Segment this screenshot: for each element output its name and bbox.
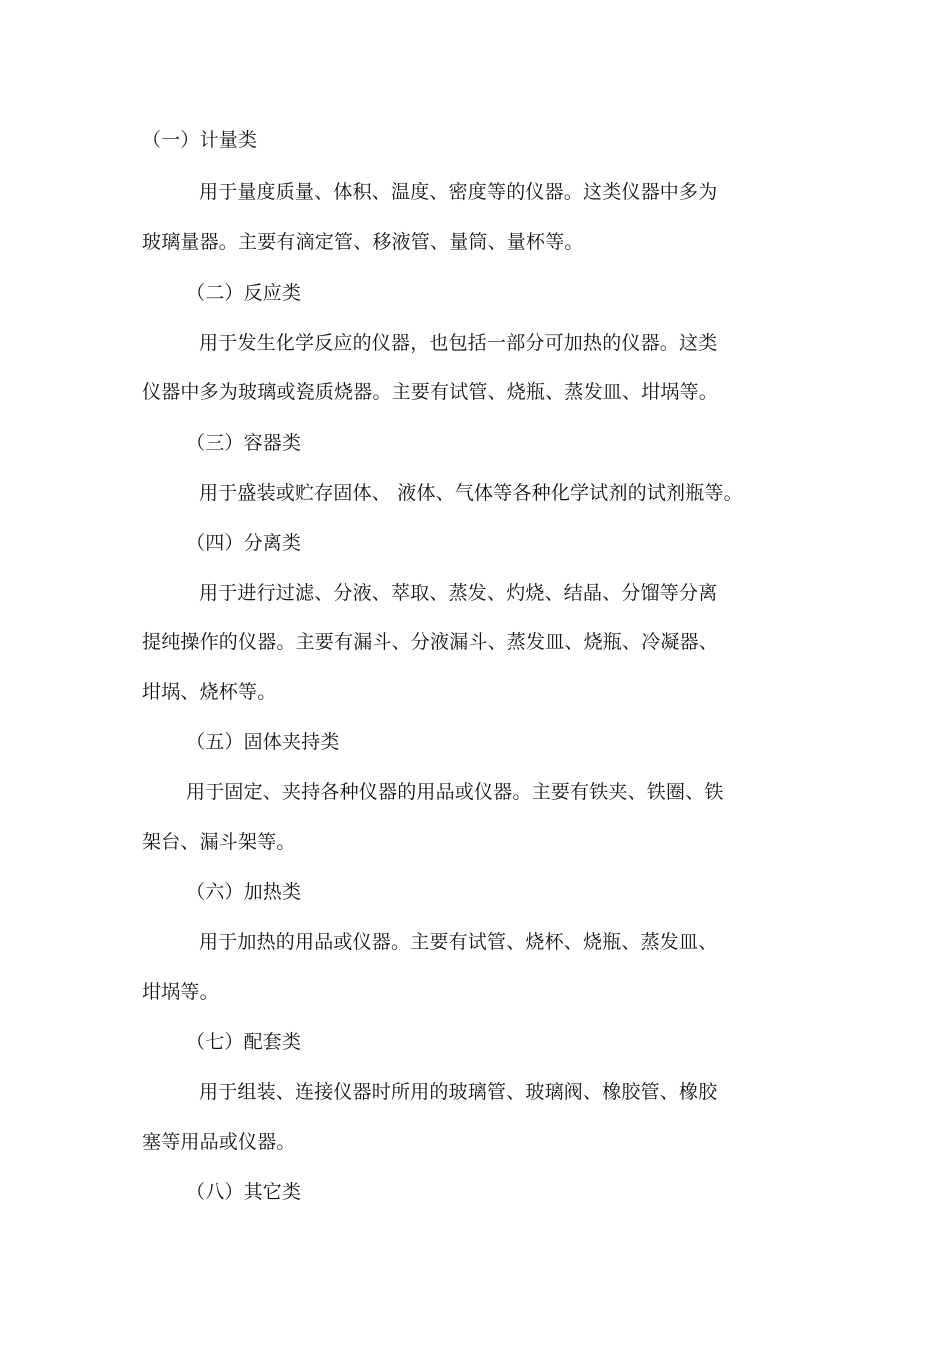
section-heading-5: （五）固体夹持类 — [186, 731, 340, 753]
section-4-body-line-1: 用于进行过滤、分液、萃取、蒸发、灼烧、结晶、分馏等分离 — [199, 582, 718, 604]
section-heading-8: （八）其它类 — [186, 1181, 302, 1203]
section-heading-2: （二）反应类 — [186, 282, 302, 304]
section-heading-4: （四）分离类 — [186, 532, 302, 554]
section-7-body-line-1: 用于组装、连接仪器时所用的玻璃管、玻璃阀、橡胶管、橡胶 — [199, 1081, 718, 1103]
section-heading-6: （六）加热类 — [186, 881, 302, 903]
section-5-body-line-1: 用于固定、夹持各种仪器的用品或仪器。主要有铁夹、铁圈、铁 — [186, 781, 724, 803]
section-5-body-line-2: 架台、漏斗架等。 — [142, 831, 296, 853]
section-4-body-line-3: 坩埚、烧杯等。 — [142, 681, 277, 703]
section-heading-7: （七）配套类 — [186, 1031, 302, 1053]
section-7-body-line-2: 塞等用品或仪器。 — [142, 1131, 296, 1153]
section-3-body-line-1: 用于盛装或贮存固体、 液体、气体等各种化学试剂的试剂瓶等。 — [199, 482, 743, 504]
section-heading-3: （三）容器类 — [186, 432, 302, 454]
section-6-body-line-1: 用于加热的用品或仪器。主要有试管、烧杯、烧瓶、蒸发皿、 — [199, 931, 718, 953]
section-4-body-line-2: 提纯操作的仪器。主要有漏斗、分液漏斗、蒸发皿、烧瓶、冷凝器、 — [142, 631, 719, 653]
section-2-body-line-2: 仪器中多为玻璃或瓷质烧器。主要有试管、烧瓶、蒸发皿、坩埚等。 — [142, 381, 719, 403]
section-1-body-line-1: 用于量度质量、体积、温度、密度等的仪器。这类仪器中多为 — [199, 181, 718, 203]
section-heading-1: （一）计量类 — [142, 129, 258, 151]
section-2-body-line-1: 用于发生化学反应的仪器，也包括一部分可加热的仪器。这类 — [199, 332, 718, 354]
section-1-body-line-2: 玻璃量器。主要有滴定管、移液管、量筒、量杯等。 — [142, 231, 584, 253]
section-6-body-line-2: 坩埚等。 — [142, 981, 219, 1003]
